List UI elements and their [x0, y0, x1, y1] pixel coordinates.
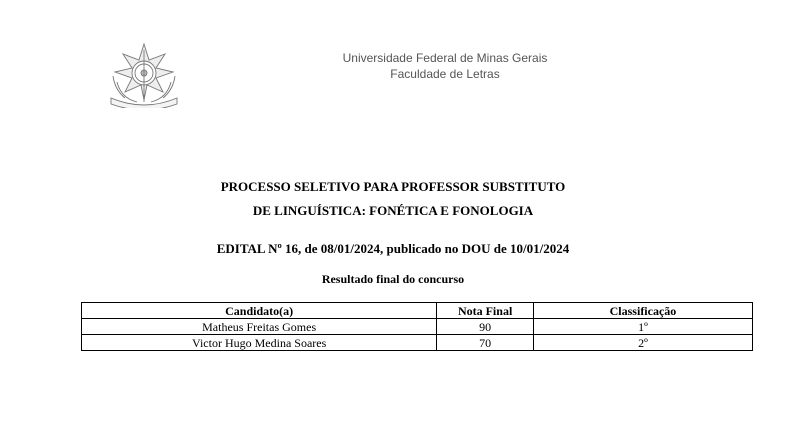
table-header-row [82, 303, 753, 319]
final-score: 90 [437, 319, 534, 335]
final-score: 70 [437, 335, 534, 351]
table-row [82, 335, 753, 351]
results-table [81, 302, 753, 351]
header-candidate: Candidato(a) [82, 303, 437, 319]
header-final-score: Nota Final [437, 303, 534, 319]
institution-name: Universidade Federal de Minas Gerais [342, 51, 548, 65]
edital-reference: EDITAL Nº 16, de 08/01/2024, publicado no DOU de 10/01/2024 [216, 241, 570, 256]
faculty-name: Faculdade de Letras [390, 67, 500, 81]
candidate-name: Victor Hugo Medina Soares [82, 335, 437, 351]
brazil-coat-of-arms-seal [107, 42, 181, 108]
table-row [82, 319, 753, 335]
result-subtitle: Resultado final do concurso [321, 272, 465, 286]
ranking: 1º [533, 319, 752, 335]
candidate-name: Matheus Freitas Gomes [82, 319, 437, 335]
header-ranking: Classificação [533, 303, 752, 319]
document-title-line2: DE LINGUÍSTICA: FONÉTICA E FONOLOGIA [252, 203, 534, 218]
document-title-line1: PROCESSO SELETIVO PARA PROFESSOR SUBSTITUTO [220, 179, 566, 194]
ranking: 2º [533, 335, 752, 351]
